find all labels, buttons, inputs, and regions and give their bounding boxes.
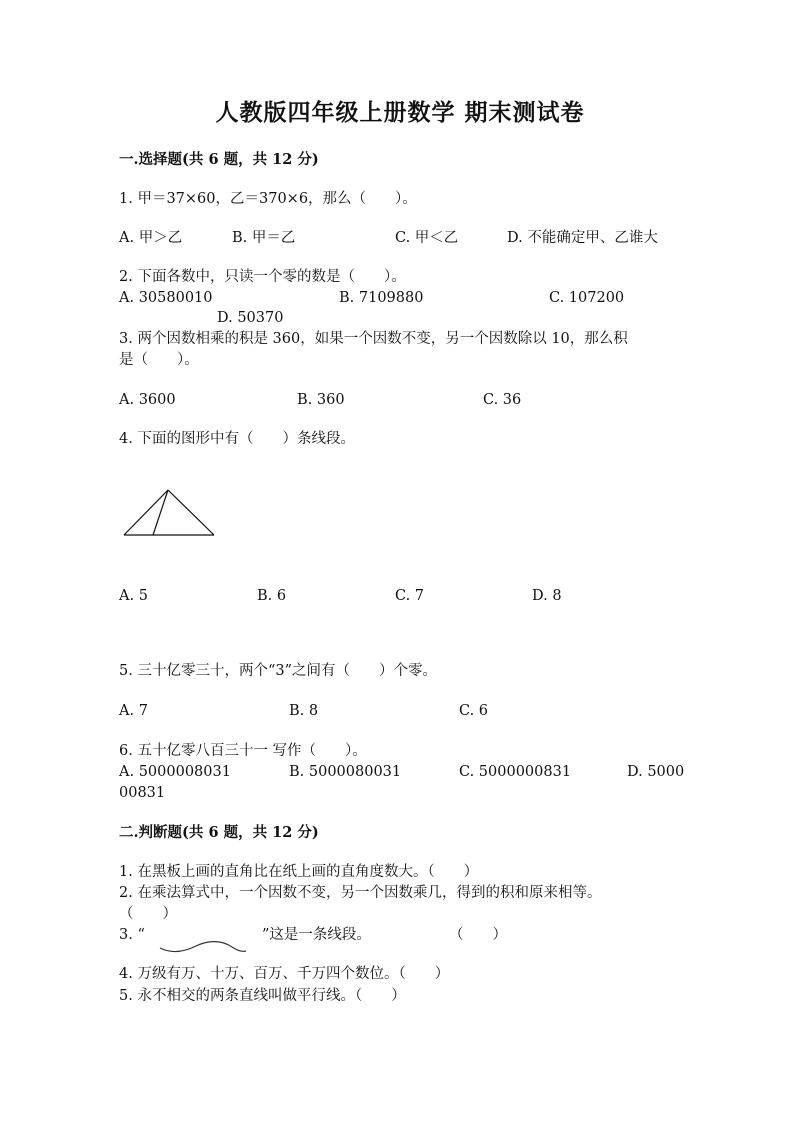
question-6-option-a: A. 5000008031 xyxy=(119,764,231,780)
question-3-stem-line-1: 3. 两个因数相乘的积是 360，如果一个因数不变，另一个因数除以 10，那么积 xyxy=(119,331,628,347)
question-3-option-c: C. 36 xyxy=(483,392,522,408)
question-4-option-a: A. 5 xyxy=(119,588,148,604)
question-5-option-a: A. 7 xyxy=(119,703,148,719)
question-2-option-b: B. 7109880 xyxy=(339,290,424,306)
question-1-option-d: D. 不能确定甲、乙谁大 xyxy=(507,230,658,246)
question-4-option-d: D. 8 xyxy=(532,588,562,604)
section-heading-choice: 一.选择题(共 6 题，共 12 分) xyxy=(119,151,319,168)
question-1-option-c: C. 甲＜乙 xyxy=(395,230,459,246)
question-1-option-a: A. 甲＞乙 xyxy=(119,230,183,246)
question-1-stem: 1. 甲＝37×60，乙＝370×6，那么（ ）。 xyxy=(119,191,417,207)
question-2-option-a: A. 30580010 xyxy=(119,290,213,306)
question-2-stem: 2. 下面各数中，只读一个零的数是（ ）。 xyxy=(119,269,406,285)
question-5-stem: 5. 三十亿零三十，两个“3”之间有（ ）个零。 xyxy=(119,663,437,679)
judgement-item-5: 5. 永不相交的两条直线叫做平行线。（ ） xyxy=(119,988,406,1004)
question-6-option-d: D. 5000 xyxy=(627,764,685,780)
judgement-item-3-bracket: （ ） xyxy=(449,927,507,943)
judgement-item-1: 1. 在黑板上画的直角比在纸上画的直角度数大。（ ） xyxy=(119,864,479,880)
question-3-option-b: B. 360 xyxy=(297,392,345,408)
question-6-option-b: B. 5000080031 xyxy=(289,764,402,780)
question-6-option-c: C. 5000000831 xyxy=(459,764,572,780)
question-6-option-d-continued: 00831 xyxy=(119,785,166,801)
question-4-stem: 4. 下面的图形中有（ ）条线段。 xyxy=(119,431,355,447)
judgement-item-4: 4. 万级有万、十万、百万、千万四个数位。（ ） xyxy=(119,966,450,982)
question-5-option-c: C. 6 xyxy=(459,703,489,719)
judgement-item-3-text: ”这是一条线段。 xyxy=(262,927,371,943)
question-3-stem-line-2: 是（ ）。 xyxy=(119,352,199,368)
question-4-option-c: C. 7 xyxy=(395,588,425,604)
section-heading-judgement: 二.判断题(共 6 题，共 12 分) xyxy=(119,824,319,841)
page-title: 人教版四年级上册数学 期末测试卷 xyxy=(215,99,585,126)
question-3-option-a: A. 3600 xyxy=(119,392,176,408)
question-5-option-b: B. 8 xyxy=(289,703,319,719)
judgement-item-2: 2. 在乘法算式中，一个因数不变，另一个因数乘几，得到的积和原来相等。 xyxy=(119,885,602,901)
question-2-option-d: D. 50370 xyxy=(217,310,284,326)
judgement-item-2-bracket: （ ） xyxy=(119,906,177,922)
question-6-stem: 6. 五十亿零八百三十一 写作（ ）。 xyxy=(119,743,367,759)
question-1-option-b: B. 甲＝乙 xyxy=(232,230,296,246)
judgement-item-3-prefix: 3. “ xyxy=(119,927,145,943)
question-2-option-c: C. 107200 xyxy=(549,290,625,306)
question-4-option-b: B. 6 xyxy=(257,588,287,604)
